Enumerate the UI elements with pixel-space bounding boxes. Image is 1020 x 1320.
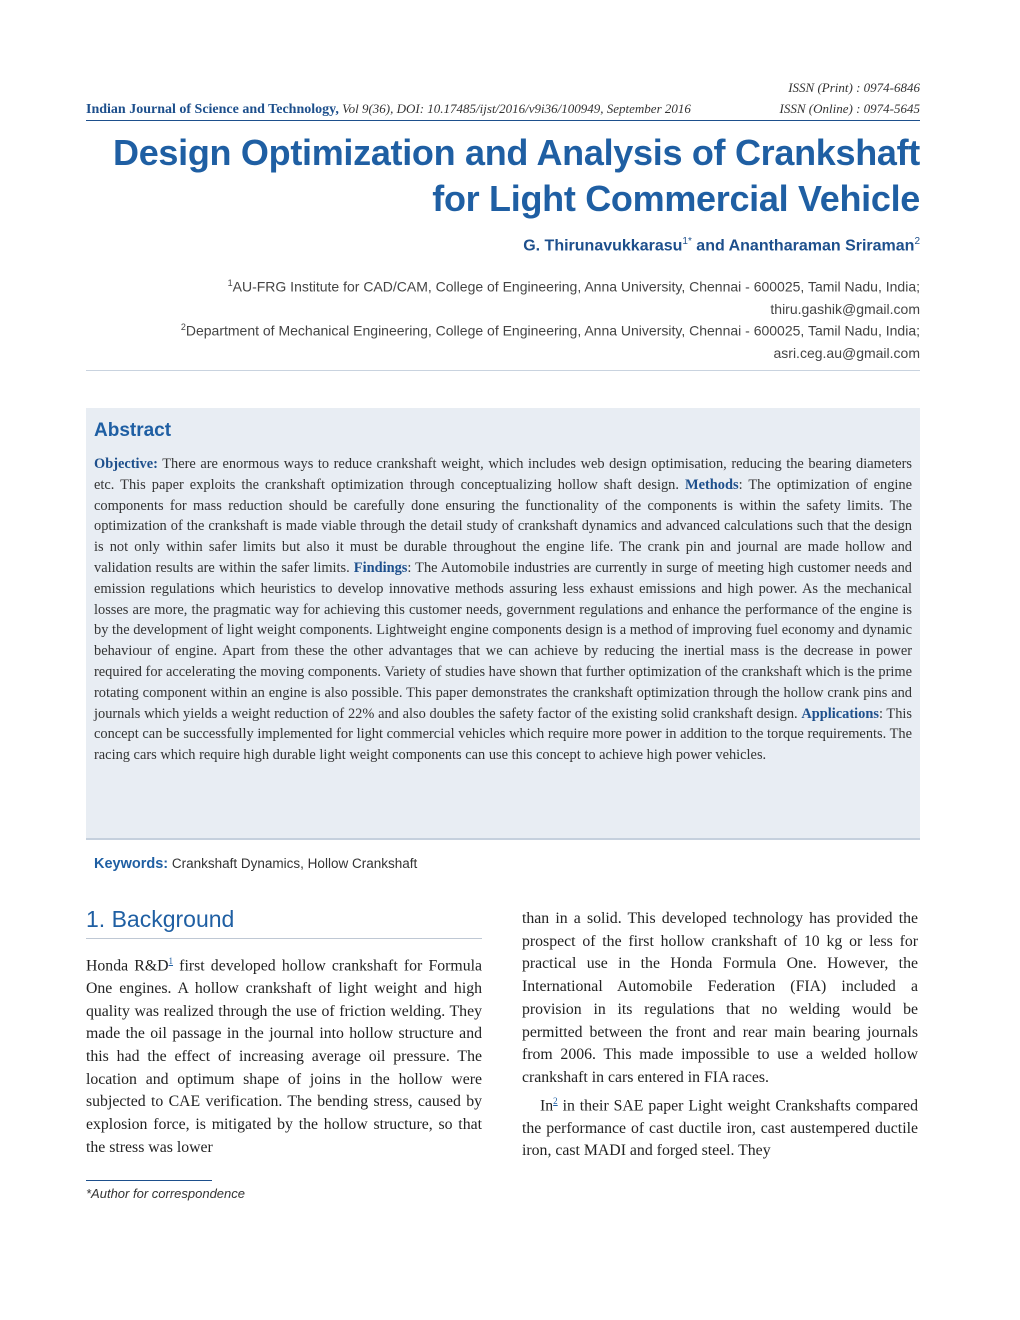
body-text: Honda R&D — [86, 957, 169, 975]
affiliation-2-mark: 2 — [180, 322, 186, 332]
body-paragraph — [86, 950, 482, 1160]
body-text: In — [540, 1096, 554, 1114]
keywords — [94, 856, 417, 872]
issn-print: ISSN (Print) : 0974-6846 — [788, 80, 920, 95]
affiliation-2-text: Department of Mechanical Engineering, College of Engineering, Anna University, Chennai - 600025, Tamil Nadu, India; asri.ceg.au@gmail.com — [185, 322, 920, 361]
journal-name: Indian Journal of Science and Technology, — [86, 102, 339, 117]
journal-citation — [86, 101, 691, 118]
footnote-divider — [86, 1180, 212, 1181]
section-divider — [86, 938, 482, 939]
footnote: *Author for correspondence — [86, 1186, 245, 1201]
body-column-left — [86, 950, 482, 1160]
author-line — [523, 236, 920, 255]
author-2-affiliation-mark: 2 — [914, 236, 920, 247]
author-1: G. Thirunavukkarasu — [523, 237, 683, 255]
objective-label: Objective: — [94, 456, 158, 472]
affiliation-2 — [80, 316, 920, 364]
body-paragraph: than in a solid. This developed technology has provided the prospect of the first hollow crankshaft of 10 kg or less for practical use in the Honda Formula One. However, the International Automobile Federation (FIA) included a provision in its regulations that no welding would be permitted between the front and rear main bearing journals from 2006. This made impossible to use a welded hollow crankshaft in cars entered in FIA races. — [522, 910, 918, 1086]
author-conjunction: and — [691, 237, 729, 255]
keywords-text: Crankshaft Dynamics, Hollow Crankshaft — [168, 856, 418, 871]
applications-text: : This concept can be successfully implemented for light commercial vehicles which require more power in addition to the torque requirements. The racing cars which require high durable light weight components can use this concept to achieve high power vehicles. — [94, 705, 912, 764]
abstract-heading: Abstract — [94, 420, 172, 441]
keywords-label: Keywords: — [94, 856, 169, 872]
affiliation-1-mark: 1 — [227, 278, 233, 288]
objective-text: There are enormous ways to reduce crankshaft weight, which includes web design optimisation, reducing the bearing diameters etc. This paper exploits the crankshaft optimization through conceptualizing hollow shaft design. — [94, 456, 912, 493]
findings-text: : The Automobile industries are currently in surge of meeting high customer needs and emission regulations which heuristics to develop innovative methods assuring less exhaust emissions and high power. As the mechanical losses are more, the pragmatic way for achieving this customer needs, government regulations and enhance the performance of the engine is by the development of light weight components. Lightweight engine components design is a method of improving fuel economy and dynamic behaviour of engine. Apart from these the other advantages that we can achieve by reducing the inertial mass is the decrease in power required for accelerating the moving components. Variety of studies have shown that further optimization of the crankshaft which is the prime rotating component within an engine is also possible. This paper demonstrates the crankshaft optimization through the hollow crank pins and journals which yields a weight reduction of 22% and also doubles the safety factor of the existing solid crankshaft design. — [94, 559, 912, 722]
section-heading: 1. Background — [86, 906, 235, 932]
methods-text: : The optimization of engine components for mass reduction should be carefully done ensuring the functionality of the components is within the safety limits. The optimization of the crankshaft is made viable through the detail study of crankshaft dynamics and advanced calculations such that the design is not only within safer limits but also it must be durable throughout the engine life. The crank pin and journal are made hollow and validation results are within the safer limits. — [94, 476, 912, 576]
abstract-text — [94, 454, 912, 766]
affiliation-1-text: AU-FRG Institute for CAD/CAM, College of Engineering, Anna University, Chennai - 600025, Tamil Nadu, India; thiru.gashik@gmail.com — [232, 278, 920, 317]
header-divider — [86, 120, 920, 121]
journal-volume-doi: Vol 9(36), DOI: 10.17485/ijst/2016/v9i36/100949, September 2016 — [342, 101, 691, 116]
affiliation-divider — [86, 370, 920, 371]
affiliation-1 — [80, 272, 920, 320]
applications-label: Applications — [801, 705, 879, 722]
body-column-right — [522, 908, 918, 1163]
reference-link-2[interactable]: 2 — [553, 1095, 558, 1106]
author-1-affiliation-mark: 1* — [682, 236, 692, 247]
body-text: in their SAE paper Light weight Crankshafts compared the performance of cast ductile iron, cast austempered ductile iron, cast MADI and forged steel. They — [522, 1096, 918, 1160]
paper-title: Design Optimization and Analysis of Crankshaft for Light Commercial Vehicle — [113, 132, 920, 219]
methods-label: Methods — [685, 476, 739, 493]
body-text: first developed hollow crankshaft for Formula One engines. A hollow crankshaft of light weight and high quality was realized through the use of friction welding. They made the oil passage in the journal into hollow structure and this had the effect of increasing average oil pressure. The location and optimum shape of joins in the hollow were subjected to CAE verification. The bending stress, caused by explosion force, is mitigated by the hollow structure, so that the stress was lower — [86, 957, 482, 1156]
author-2: Anantharaman Sriraman — [728, 237, 915, 255]
issn-online: ISSN (Online) : 0974-5645 — [779, 101, 920, 116]
body-paragraph — [522, 1090, 918, 1163]
findings-label: Findings — [353, 559, 408, 576]
reference-link-1[interactable]: 1 — [168, 956, 174, 966]
